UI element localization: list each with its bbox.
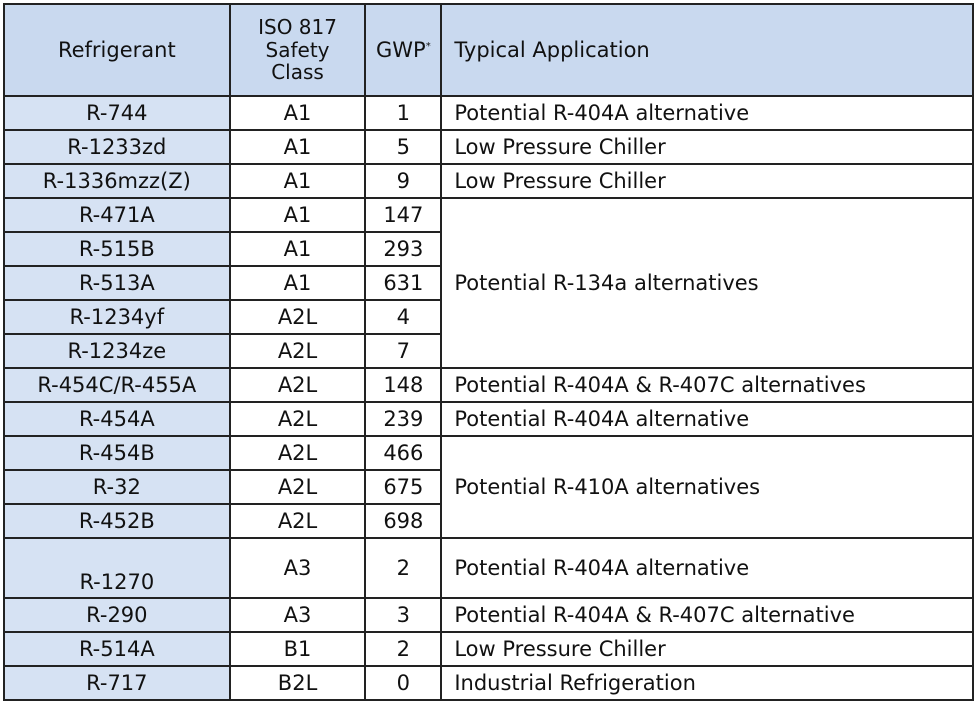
safety-class-cell: B2L — [230, 666, 366, 700]
table-row — [4, 368, 973, 402]
safety-class-cell: A1 — [230, 164, 366, 198]
gwp-cell: 147 — [365, 198, 441, 232]
application-cell: Industrial Refrigeration — [441, 666, 973, 700]
application-cell: Potential R-404A & R-407C alternative — [441, 598, 973, 632]
refrigerant-cell: R-513A — [4, 266, 230, 300]
refrigerant-cell: R-1234yf — [4, 300, 230, 334]
application-cell: Potential R-404A & R-407C alternatives — [441, 368, 973, 402]
table-row — [4, 198, 973, 232]
safety-class-cell: A2L — [230, 368, 366, 402]
header-gwp — [365, 4, 441, 96]
table-row — [4, 632, 973, 666]
safety-class-cell: A3 — [230, 598, 366, 632]
application-cell: Low Pressure Chiller — [441, 632, 973, 666]
header-gwp-label: GWP — [376, 37, 426, 62]
refrigerant-cell: R-1233zd — [4, 130, 230, 164]
safety-class-cell: A1 — [230, 232, 366, 266]
gwp-cell: 0 — [365, 666, 441, 700]
gwp-cell: 293 — [365, 232, 441, 266]
application-cell: Potential R-404A alternative — [441, 96, 973, 130]
refrigerant-table — [3, 3, 974, 701]
gwp-cell: 239 — [365, 402, 441, 436]
refrigerant-cell: R-514A — [4, 632, 230, 666]
gwp-cell: 466 — [365, 436, 441, 470]
refrigerant-cell: R-32 — [4, 470, 230, 504]
refrigerant-cell: R-717 — [4, 666, 230, 700]
gwp-cell: 2 — [365, 632, 441, 666]
application-cell: Potential R-404A alternative — [441, 538, 973, 598]
table-row — [4, 130, 973, 164]
refrigerant-cell: R-1336mzz(Z) — [4, 164, 230, 198]
refrigerant-cell: R-454B — [4, 436, 230, 470]
refrigerant-cell: R-452B — [4, 504, 230, 538]
safety-class-cell: A2L — [230, 504, 366, 538]
safety-class-cell: B1 — [230, 632, 366, 666]
table-row — [4, 598, 973, 632]
header-refrigerant: Refrigerant — [4, 4, 230, 96]
safety-class-cell: A2L — [230, 402, 366, 436]
gwp-cell: 4 — [365, 300, 441, 334]
gwp-cell: 675 — [365, 470, 441, 504]
gwp-cell: 2 — [365, 538, 441, 598]
refrigerant-cell: R-471A — [4, 198, 230, 232]
safety-class-cell: A1 — [230, 198, 366, 232]
safety-class-cell: A2L — [230, 300, 366, 334]
safety-class-cell: A2L — [230, 334, 366, 368]
refrigerant-cell: R-1270 — [4, 538, 230, 598]
application-cell: Potential R-134a alternatives — [441, 198, 973, 368]
gwp-cell: 3 — [365, 598, 441, 632]
refrigerant-cell: R-1234ze — [4, 334, 230, 368]
refrigerant-cell: R-744 — [4, 96, 230, 130]
gwp-cell: 9 — [365, 164, 441, 198]
refrigerant-cell: R-454C/R-455A — [4, 368, 230, 402]
safety-class-cell: A1 — [230, 96, 366, 130]
header-iso-line1: ISO 817 — [258, 15, 337, 40]
header-typical-application: Typical Application — [441, 4, 973, 96]
header-iso-line3: Class — [271, 60, 324, 85]
application-cell: Potential R-410A alternatives — [441, 436, 973, 538]
safety-class-cell: A2L — [230, 436, 366, 470]
gwp-cell: 631 — [365, 266, 441, 300]
safety-class-cell: A3 — [230, 538, 366, 598]
application-cell: Low Pressure Chiller — [441, 130, 973, 164]
header-gwp-footnote-mark: * — [425, 40, 431, 52]
table-row — [4, 96, 973, 130]
header-iso-line2: Safety — [265, 37, 330, 62]
refrigerant-cell: R-290 — [4, 598, 230, 632]
gwp-cell: 148 — [365, 368, 441, 402]
application-cell: Low Pressure Chiller — [441, 164, 973, 198]
gwp-cell: 698 — [365, 504, 441, 538]
safety-class-cell: A1 — [230, 266, 366, 300]
table-row — [4, 538, 973, 598]
refrigerant-cell: R-515B — [4, 232, 230, 266]
header-row — [4, 4, 973, 96]
gwp-cell: 7 — [365, 334, 441, 368]
table-row — [4, 164, 973, 198]
safety-class-cell: A1 — [230, 130, 366, 164]
safety-class-cell: A2L — [230, 470, 366, 504]
header-iso-safety-class — [230, 4, 366, 96]
table-row — [4, 666, 973, 700]
gwp-cell: 5 — [365, 130, 441, 164]
gwp-cell: 1 — [365, 96, 441, 130]
table-row — [4, 436, 973, 470]
refrigerant-cell: R-454A — [4, 402, 230, 436]
application-cell: Potential R-404A alternative — [441, 402, 973, 436]
table-row — [4, 402, 973, 436]
